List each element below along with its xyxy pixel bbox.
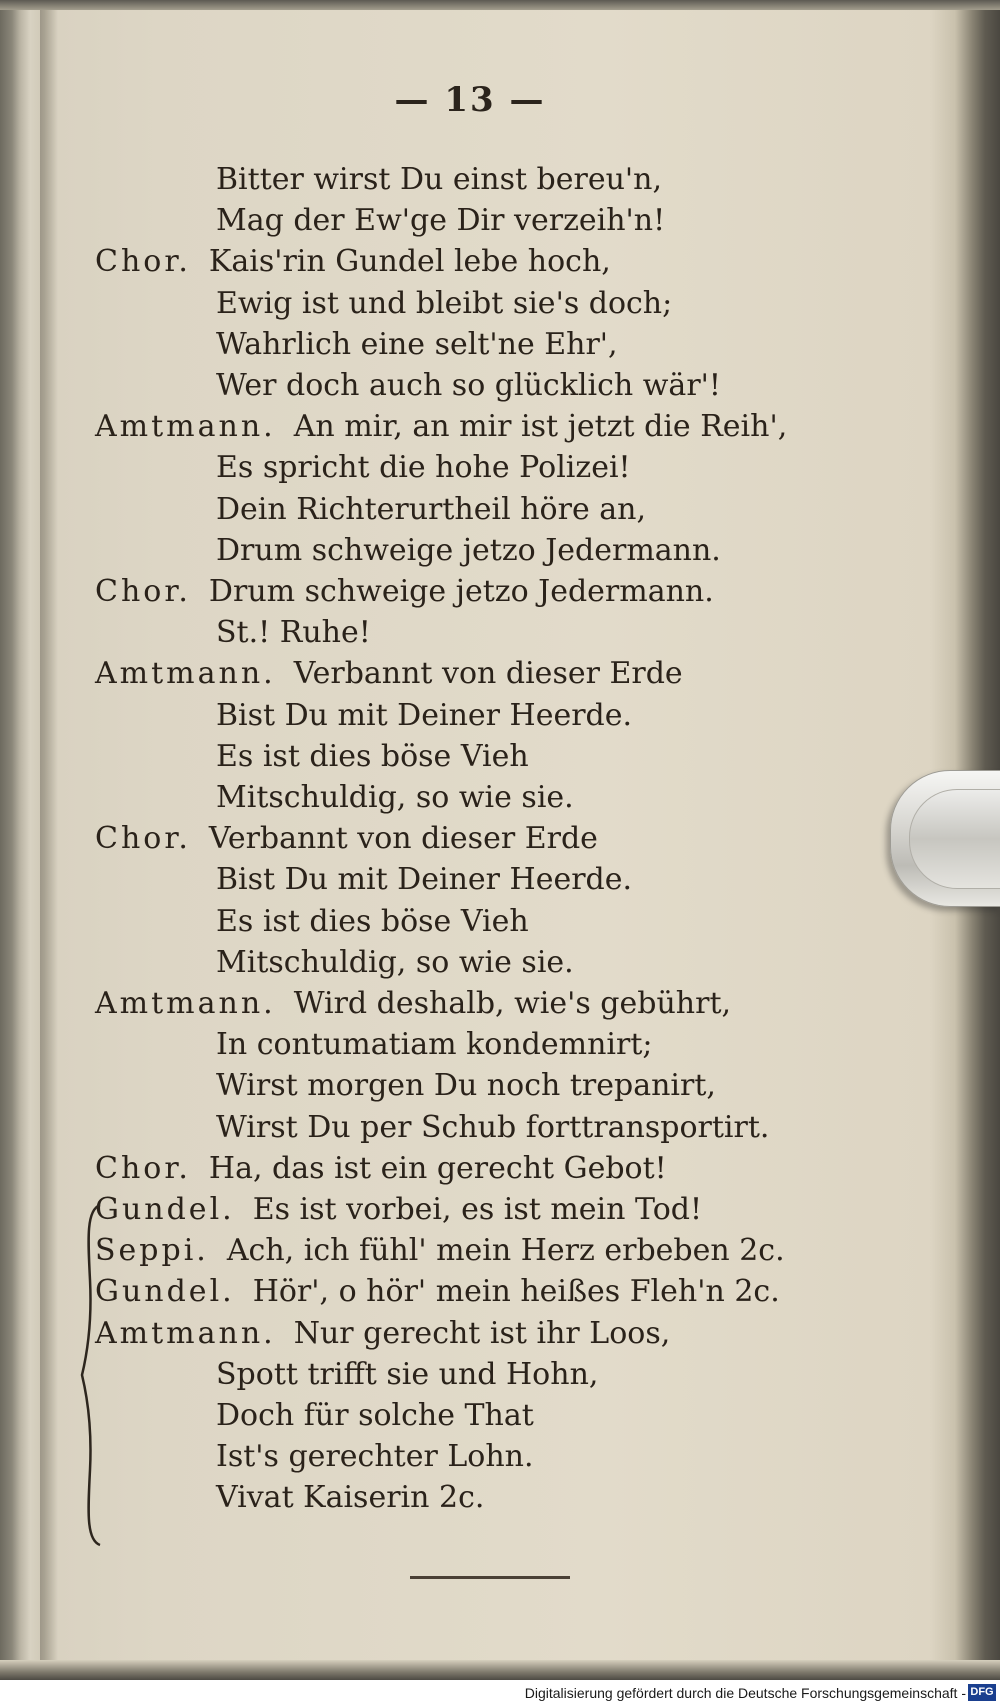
bottom-edge [0, 1660, 1000, 1680]
speaker-name: Chor. [95, 821, 191, 857]
verse-text: Wer doch auch so glücklich wär'! [216, 368, 721, 403]
verse-text: Verbannt von dieser Erde [293, 656, 683, 692]
verse-line [216, 862, 632, 897]
verse-line [95, 1192, 702, 1227]
verse-text: Wirst Du per Schub forttransportirt. [216, 1109, 770, 1145]
speaker-name: Chor. [95, 244, 191, 280]
verse-line [216, 1027, 653, 1062]
verse-text: St.! Ruhe! [216, 615, 371, 651]
verse-text: Dein Richterurtheil höre an, [216, 491, 646, 527]
verse-text: Wirst morgen Du noch trepanirt, [216, 1068, 716, 1104]
verse-line [216, 1480, 484, 1515]
verse-line [216, 162, 662, 197]
speaker-name: Chor. [95, 1150, 191, 1186]
verse-text: Ist's gerechter Lohn. [216, 1439, 534, 1475]
verse-line [216, 450, 631, 485]
speaker-name: Amtmann. [95, 656, 276, 692]
verse-text: Spott trifft sie und Hohn, [216, 1356, 599, 1392]
verse-line [95, 821, 598, 856]
gutter-shadow [40, 10, 58, 1660]
verse-text: Mag der Ew'ge Dir verzeih'n! [216, 203, 666, 239]
verse-line [95, 409, 787, 444]
verse-text: An mir, an mir ist jetzt die Reih', [293, 409, 788, 445]
verse-line [216, 1357, 598, 1392]
verse-line [95, 1274, 780, 1309]
verse-line [216, 327, 618, 362]
verse-text: Ach, ich fühl' mein Herz erbeben 2c. [226, 1233, 785, 1269]
closing-rule [410, 1576, 570, 1579]
verse-text: Mitschuldig, so wie sie. [216, 780, 574, 815]
verse-text: Kais'rin Gundel lebe hoch, [208, 244, 611, 280]
verse-line [95, 574, 714, 609]
verse-text: Ha, das ist ein gerecht Gebot! [208, 1150, 667, 1186]
verse-text: Vivat Kaiserin 2c. [216, 1480, 485, 1516]
speaker-name: Gundel. [95, 1274, 235, 1310]
verse-line [216, 780, 574, 815]
speaker-name: Seppi. [95, 1233, 209, 1269]
verse-line [216, 698, 632, 733]
verse-line [95, 1316, 670, 1351]
verse-line [216, 1068, 716, 1103]
verse-line [216, 615, 371, 650]
verse-line [216, 1439, 534, 1474]
verse-line [95, 986, 731, 1021]
top-edge [0, 0, 1000, 10]
verse-text: Drum schweige jetzo Jedermann. [208, 574, 714, 609]
verse-line [216, 945, 574, 980]
verse-text: Doch für solche That [216, 1398, 534, 1433]
verse-text: Ewig ist und bleibt sie's doch; [216, 285, 673, 321]
speaker-name: Amtmann. [95, 986, 276, 1021]
verse-text: In contumatiam kondemnirt; [216, 1027, 653, 1063]
verse-line [216, 1398, 534, 1433]
speaker-name: Amtmann. [95, 409, 276, 445]
verse-line [95, 1151, 667, 1186]
verse-text: Mitschuldig, so wie sie. [216, 944, 574, 980]
bracket-brace [78, 1200, 108, 1550]
verse-text: Es ist vorbei, es ist mein Tod! [252, 1192, 703, 1227]
verse-line [216, 492, 646, 527]
page-clip [890, 770, 1000, 907]
verse-text: Bist Du mit Deiner Heerde. [216, 697, 633, 733]
verse-text: Bitter wirst Du einst bereu'n, [216, 162, 663, 197]
verse-line [95, 244, 611, 279]
speaker-name: Gundel. [95, 1192, 235, 1227]
page-number: — 13 — [394, 80, 546, 120]
verse-text: Drum schweige jetzo Jedermann. [216, 532, 721, 568]
verse-line [216, 286, 672, 321]
verse-line [216, 368, 721, 403]
verse-line [95, 656, 683, 691]
verse-line [216, 1110, 769, 1145]
footer-bar [0, 1680, 1000, 1707]
verse-text: Wahrlich eine selt'ne Ehr', [216, 326, 618, 362]
verse-line [216, 904, 529, 939]
verse-text: Es ist dies böse Vieh [216, 903, 529, 939]
verse-text: Nur gerecht ist ihr Loos, [293, 1315, 671, 1351]
verse-line [216, 203, 665, 238]
verse-text: Wird deshalb, wie's gebührt, [293, 986, 732, 1021]
footer-credit: Digitalisierung gefördert durch die Deutsche Forschungsgemeinschaft - [524, 1685, 966, 1701]
verse-text: Hör', o hör' mein heißes Fleh'n 2c. [252, 1274, 780, 1310]
dfg-logo: DFG [968, 1684, 996, 1701]
verse-line [216, 533, 721, 568]
verse-line [95, 1233, 785, 1268]
verse-text: Es ist dies böse Vieh [216, 738, 529, 774]
verse-text: Es spricht die hohe Polizei! [216, 450, 631, 486]
speaker-name: Chor. [95, 574, 191, 609]
speaker-name: Amtmann. [95, 1315, 276, 1351]
verse-text: Bist Du mit Deiner Heerde. [216, 862, 633, 898]
verse-line [216, 739, 529, 774]
verse-text: Verbannt von dieser Erde [208, 821, 598, 857]
